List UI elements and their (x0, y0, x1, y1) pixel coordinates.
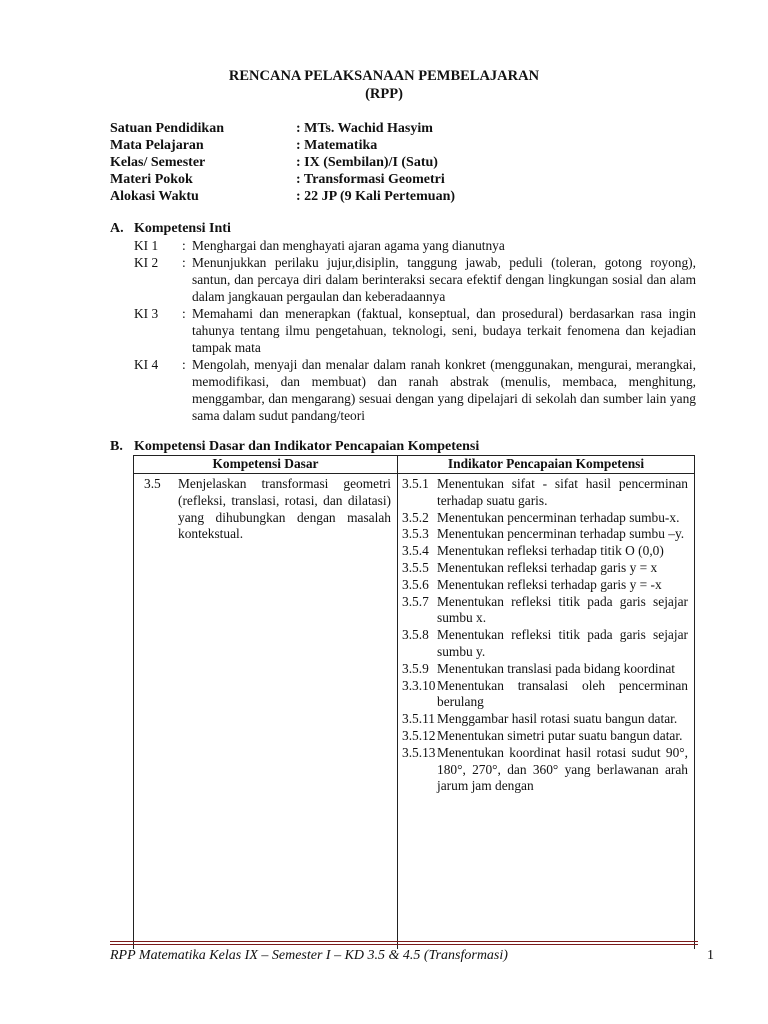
identity-block (110, 120, 455, 205)
header-indikator: Indikator Pencapaian Kompetensi (398, 456, 695, 474)
indicator-text: Menentukan refleksi terhadap titik O (0,0) (437, 543, 664, 559)
ki-text: Mengolah, menyaji dan menalar dalam ranah konkret (menggunakan, mengurai, merangkai, memodifikasi, dan membuat) dan ranah abstrak (menulis, membaca, menghitung, menggambar, dan mengarang) sesuai dengan yang dipelajari di sekolah dan sumber lain yang sama dalam sudut pandang/teori (192, 357, 696, 423)
section-number: A. (110, 221, 124, 236)
ki-code: KI 1 (134, 238, 159, 253)
ki-item (134, 356, 696, 424)
kd-item (138, 476, 391, 543)
indicator-text: Menentukan refleksi terhadap garis y = x (437, 559, 658, 575)
ki-item (134, 305, 696, 356)
table-header-row (134, 456, 695, 474)
indicator-text: Menentukan translasi pada bidang koordinat (437, 660, 675, 676)
footer-divider (110, 941, 698, 942)
section-number: B. (110, 439, 123, 454)
document-subtitle: (RPP) (365, 86, 403, 102)
indicator-item (402, 560, 688, 577)
indicator-number: 3.5.6 (402, 576, 429, 592)
indicator-text: Menentukan pencerminan terhadap sumbu –y. (437, 526, 685, 542)
identity-row (110, 188, 455, 205)
ki-colon: : (182, 306, 186, 321)
indicator-number: 3.5.13 (402, 744, 436, 760)
identity-row (110, 120, 455, 137)
indicator-number: 3.5.7 (402, 593, 429, 609)
indicator-number: 3.5.12 (402, 727, 436, 743)
indicator-number: 3.5.9 (402, 660, 429, 676)
indicator-item (402, 678, 688, 712)
identity-value: : Matematika (296, 138, 378, 153)
section-b-heading (110, 438, 479, 455)
page-footer (110, 947, 714, 964)
indicator-item (402, 594, 688, 628)
indicator-cell (398, 474, 695, 950)
kd-number: 3.5 (144, 476, 161, 491)
indicator-number: 3.5.5 (402, 559, 429, 575)
identity-label: Mata Pelajaran (110, 138, 204, 153)
indicator-number: 3.5.8 (402, 627, 429, 643)
indicator-number: 3.5.4 (402, 543, 429, 559)
indicator-item (402, 476, 688, 510)
indicator-number: 3.5.11 (402, 711, 435, 727)
identity-row (110, 154, 455, 171)
indicator-item (402, 627, 688, 661)
indicator-text: Menentukan refleksi titik pada garis sejajar sumbu x. (437, 593, 688, 626)
identity-value: : Transformasi Geometri (296, 172, 445, 187)
indicator-item (402, 661, 688, 678)
indicator-item (402, 728, 688, 745)
ki-text: Memahami dan menerapkan (faktual, konseptual, dan prosedural) berdasarkan rasa ingin tahunya tentang ilmu pengetahuan, teknologi, seni, budaya terkait fenomena dan kejadian tampak mata (192, 306, 696, 355)
indicator-number: 3.5.3 (402, 526, 429, 542)
indicator-item (402, 577, 688, 594)
identity-value: : 22 JP (9 Kali Pertemuan) (296, 189, 456, 204)
indicator-text: Menentukan simetri putar suatu bangun datar. (437, 727, 683, 743)
page-number: 1 (707, 948, 714, 963)
section-title: Kompetensi Dasar dan Indikator Pencapaian Kompetensi (134, 439, 480, 454)
indicator-text: Menentukan refleksi terhadap garis y = -x (437, 576, 662, 592)
indicator-number: 3.5.2 (402, 509, 429, 525)
ki-item (134, 254, 696, 305)
ki-colon: : (182, 255, 186, 270)
indicator-text: Menentukan koordinat hasil rotasi sudut 90°, 180°, 270°, dan 360° yang berlawanan arah jarum jam dengan (437, 744, 688, 794)
identity-row (110, 171, 455, 188)
indicator-number: 3.5.1 (402, 476, 429, 491)
ki-item (134, 237, 696, 254)
indicator-text: Menentukan transalasi oleh pencerminan berulang (437, 677, 688, 710)
indicator-item (402, 543, 688, 560)
identity-label: Materi Pokok (110, 172, 193, 187)
section-title: Kompetensi Inti (134, 221, 231, 236)
identity-label: Kelas/ Semester (110, 155, 206, 170)
identity-label: Satuan Pendidikan (110, 121, 224, 136)
ki-colon: : (182, 238, 186, 253)
indicator-item (402, 526, 688, 543)
kd-text: Menjelaskan transformasi geometri (refleksi, translasi, rotasi, dan dilatasi) yang dihubungkan dengan masalah kontekstual. (178, 476, 391, 542)
table-row (134, 474, 695, 950)
kd-cell (134, 474, 398, 950)
indicator-number: 3.3.10 (402, 677, 436, 693)
document-title: RENCANA PELAKSANAAN PEMBELAJARAN (228, 68, 540, 84)
ki-colon: : (182, 357, 186, 372)
indicator-item (402, 745, 688, 795)
indicator-text: Menentukan refleksi titik pada garis sejajar sumbu y. (437, 627, 688, 659)
indicator-item (402, 711, 688, 728)
ki-code: KI 4 (134, 357, 159, 372)
section-a-heading (110, 220, 231, 237)
indicator-text: Menentukan sifat - sifat hasil pencerminan terhadap suatu garis. (437, 476, 688, 508)
footer-text: RPP Matematika Kelas IX – Semester I – KD 3.5 & 4.5 (Transformasi) (110, 948, 508, 963)
ki-text: Menunjukkan perilaku jujur,disiplin, tanggung jawab, peduli (toleran, gotong royong), santun, dan percaya diri dalam berinteraksi secara efektif dengan lingkungan sosial dan alam dalam jangkauan pergaulan dan keberadaannya (192, 255, 696, 304)
competency-table (133, 455, 695, 949)
header-kompetensi-dasar: Kompetensi Dasar (134, 456, 398, 474)
indicator-text: Menentukan pencerminan terhadap sumbu-x. (437, 509, 680, 525)
ki-text: Menghargai dan menghayati ajaran agama yang dianutnya (192, 238, 505, 253)
indicator-item (402, 510, 688, 527)
ki-code: KI 2 (134, 255, 159, 270)
identity-label: Alokasi Waktu (110, 189, 199, 204)
footer-divider (110, 944, 698, 945)
identity-value: : IX (Sembilan)/I (Satu) (296, 155, 438, 170)
identity-value: : MTs. Wachid Hasyim (296, 121, 433, 136)
indicator-text: Menggambar hasil rotasi suatu bangun datar. (437, 711, 678, 727)
ki-code: KI 3 (134, 306, 159, 321)
identity-row (110, 137, 455, 154)
